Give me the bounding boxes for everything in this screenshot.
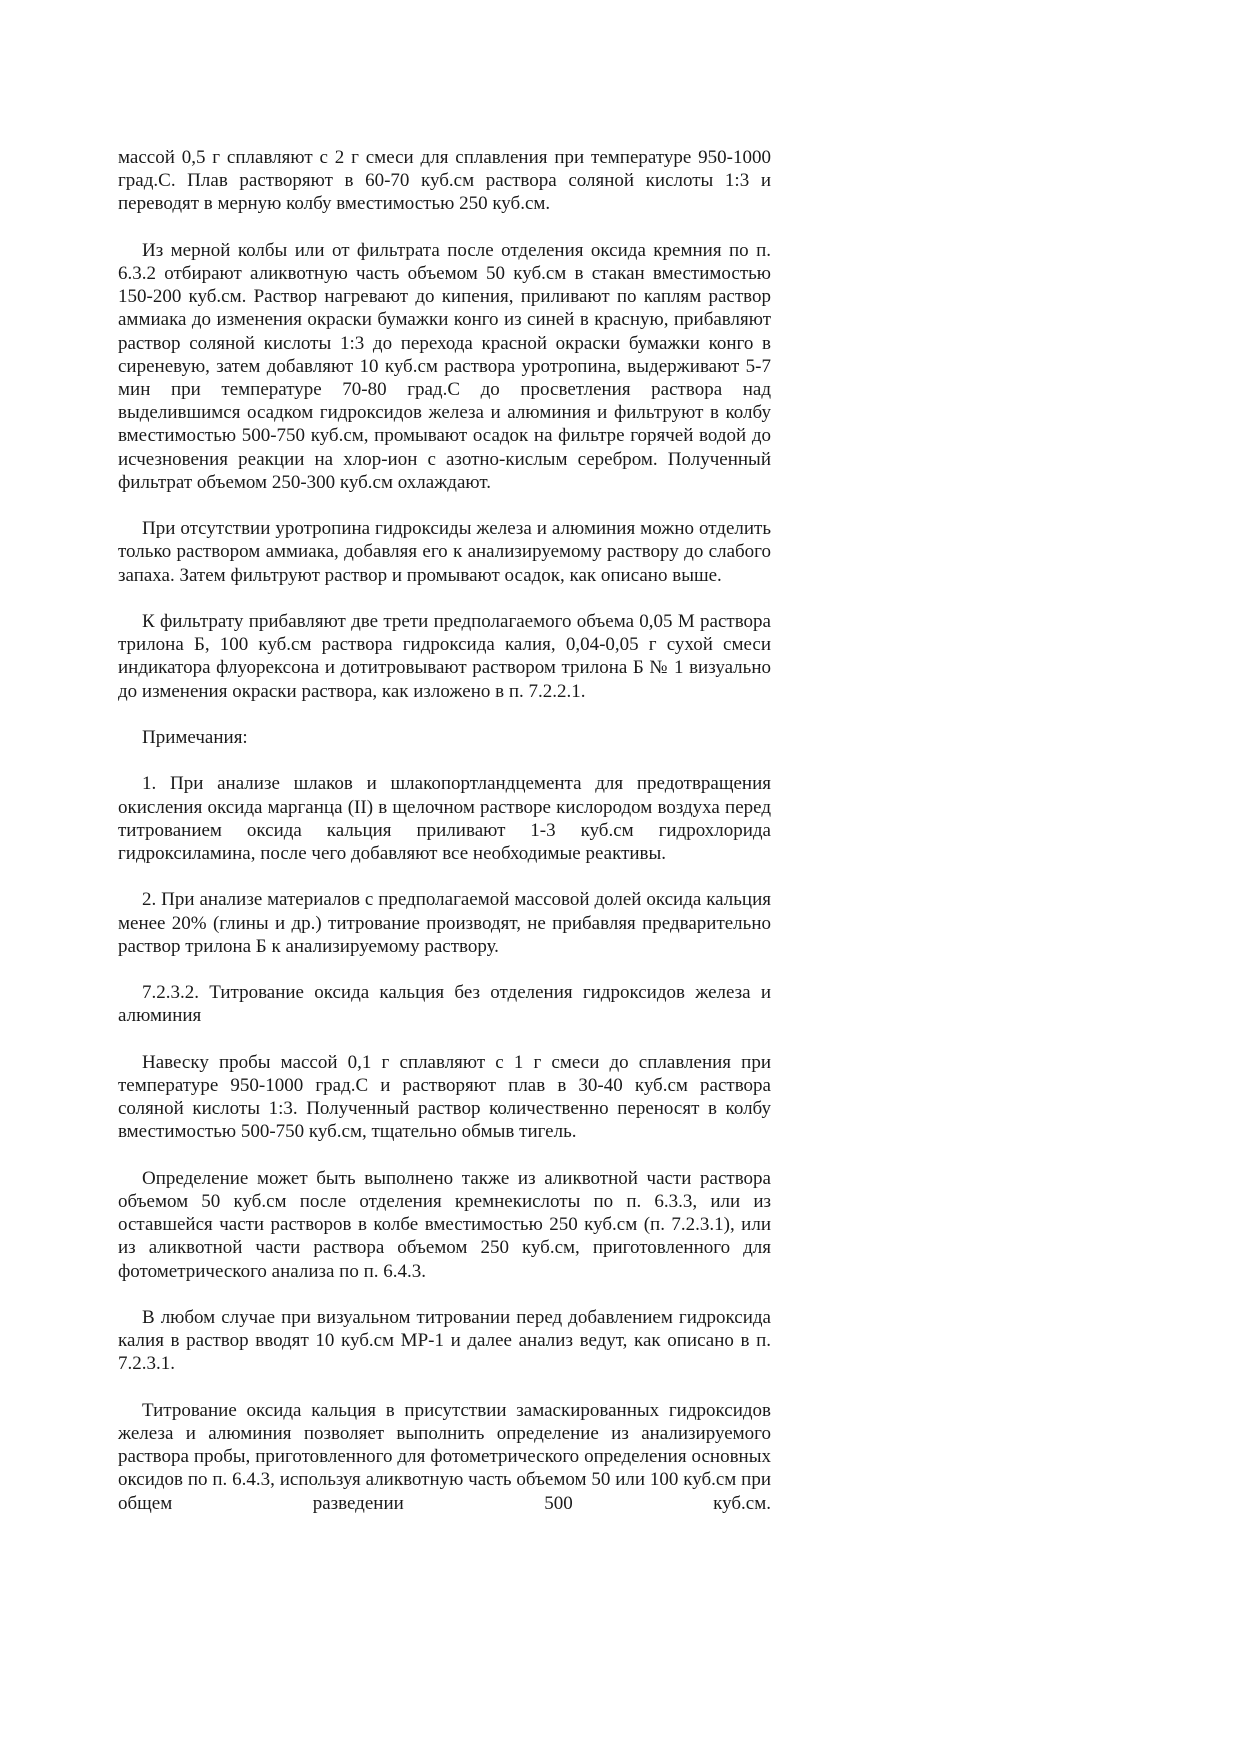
paragraph-titration: К фильтрату прибавляют две трети предполагаемого объема 0,05 М раствора трилона Б, 100 куб.см раствора гидроксида калия, 0,04-0,05 г сухой смеси индикатора флуорексона и дотитровывают раствором трилона Б № 1 визуально до изменения окраски раствора, как изложено в п. 7.2.2.1.	[118, 611, 771, 702]
paragraph-masked-hydroxides: Титрование оксида кальция в присутствии замаскированных гидроксидов железа и алюминия позволяет выполнить определение из анализируемого раствора пробы, приготовленного для фотометрического определения основных оксидов по п. 6.4.3, используя аликвотную часть объемом 50 или 100 куб.см при общем разведении 500 куб.см.	[118, 1399, 771, 1514]
paragraph-visual-titration: В любом случае при визуальном титровании перед добавлением гидроксида калия в раствор вводят 10 куб.см МР-1 и далее анализ ведут, как описано в п. 7.2.3.1.	[118, 1307, 771, 1375]
paragraph-notes-heading: Примечания:	[142, 727, 248, 749]
document-body	[118, 146, 771, 1515]
paragraph-note-2: 2. При анализе материалов с предполагаемой массовой долей оксида кальция менее 20% (глины и др.) титрование производят, не прибавляя предварительно раствор трилона Б к анализируемому раствору.	[118, 889, 771, 957]
paragraph-aliquot-procedure: Из мерной колбы или от фильтрата после отделения оксида кремния по п. 6.3.2 отбирают аликвотную часть объемом 50 куб.см в стакан вместимостью 150-200 куб.см. Раствор нагревают до кипения, приливают по каплям раствор аммиака до изменения окраски бумажки конго из синей в красную, прибавляют раствор соляной кислоты 1:3 до перехода красной окраски бумажки конго в сиреневую, затем добавляют 10 куб.см раствора уротропина, выдерживают 5-7 мин при температуре 70-80 град.С до просветления раствора над выделившимся осадком гидроксидов железа и алюминия и фильтруют в колбу вместимостью 500-750 куб.см, промывают осадок на фильтре горячей водой до исчезновения реакции на хлор-ион с азотно-кислым серебром. Полученный фильтрат объемом 250-300 куб.см охлаждают.	[118, 239, 771, 493]
section-heading-7-2-3-2: 7.2.3.2. Титрование оксида кальция без отделения гидроксидов железа и алюминия	[118, 982, 771, 1027]
paragraph-no-urotropin: При отсутствии уротропина гидроксиды железа и алюминия можно отделить только раствором аммиака, добавляя его к анализируемому раствору до слабого запаха. Затем фильтруют раствор и промывают осадок, как описано выше.	[118, 518, 771, 586]
paragraph-continuation: массой 0,5 г сплавляют с 2 г смеси для сплавления при температуре 950-1000 град.С. Плав растворяют в 60-70 куб.см раствора соляной кислоты 1:3 и переводят в мерную колбу вместимостью 250 куб.см.	[118, 147, 771, 215]
paragraph-sample-fusion: Навеску пробы массой 0,1 г сплавляют с 1 г смеси до сплавления при температуре 950-1000 град.С и растворяют плав в 30-40 куб.см раствора соляной кислоты 1:3. Полученный раствор количественно переносят в колбу вместимостью 500-750 куб.см, тщательно обмыв тигель.	[118, 1051, 771, 1143]
paragraph-alternative-aliquot: Определение может быть выполнено также из аликвотной части раствора объемом 50 куб.см после отделения кремнекислоты по п. 6.3.3, или из оставшейся части растворов в колбе вместимостью 250 куб.см (п. 7.2.3.1), или из аликвотной части раствора объемом 250 куб.см, приготовленного для фотометрического анализа по п. 6.4.3.	[118, 1167, 771, 1282]
paragraph-note-1: 1. При анализе шлаков и шлакопортландцемента для предотвращения окисления оксида марганца (II) в щелочном растворе кислородом воздуха перед титрованием оксида кальция приливают 1-3 куб.см гидрохлорида гидроксиламина, после чего добавляют все необходимые реактивы.	[118, 773, 771, 865]
